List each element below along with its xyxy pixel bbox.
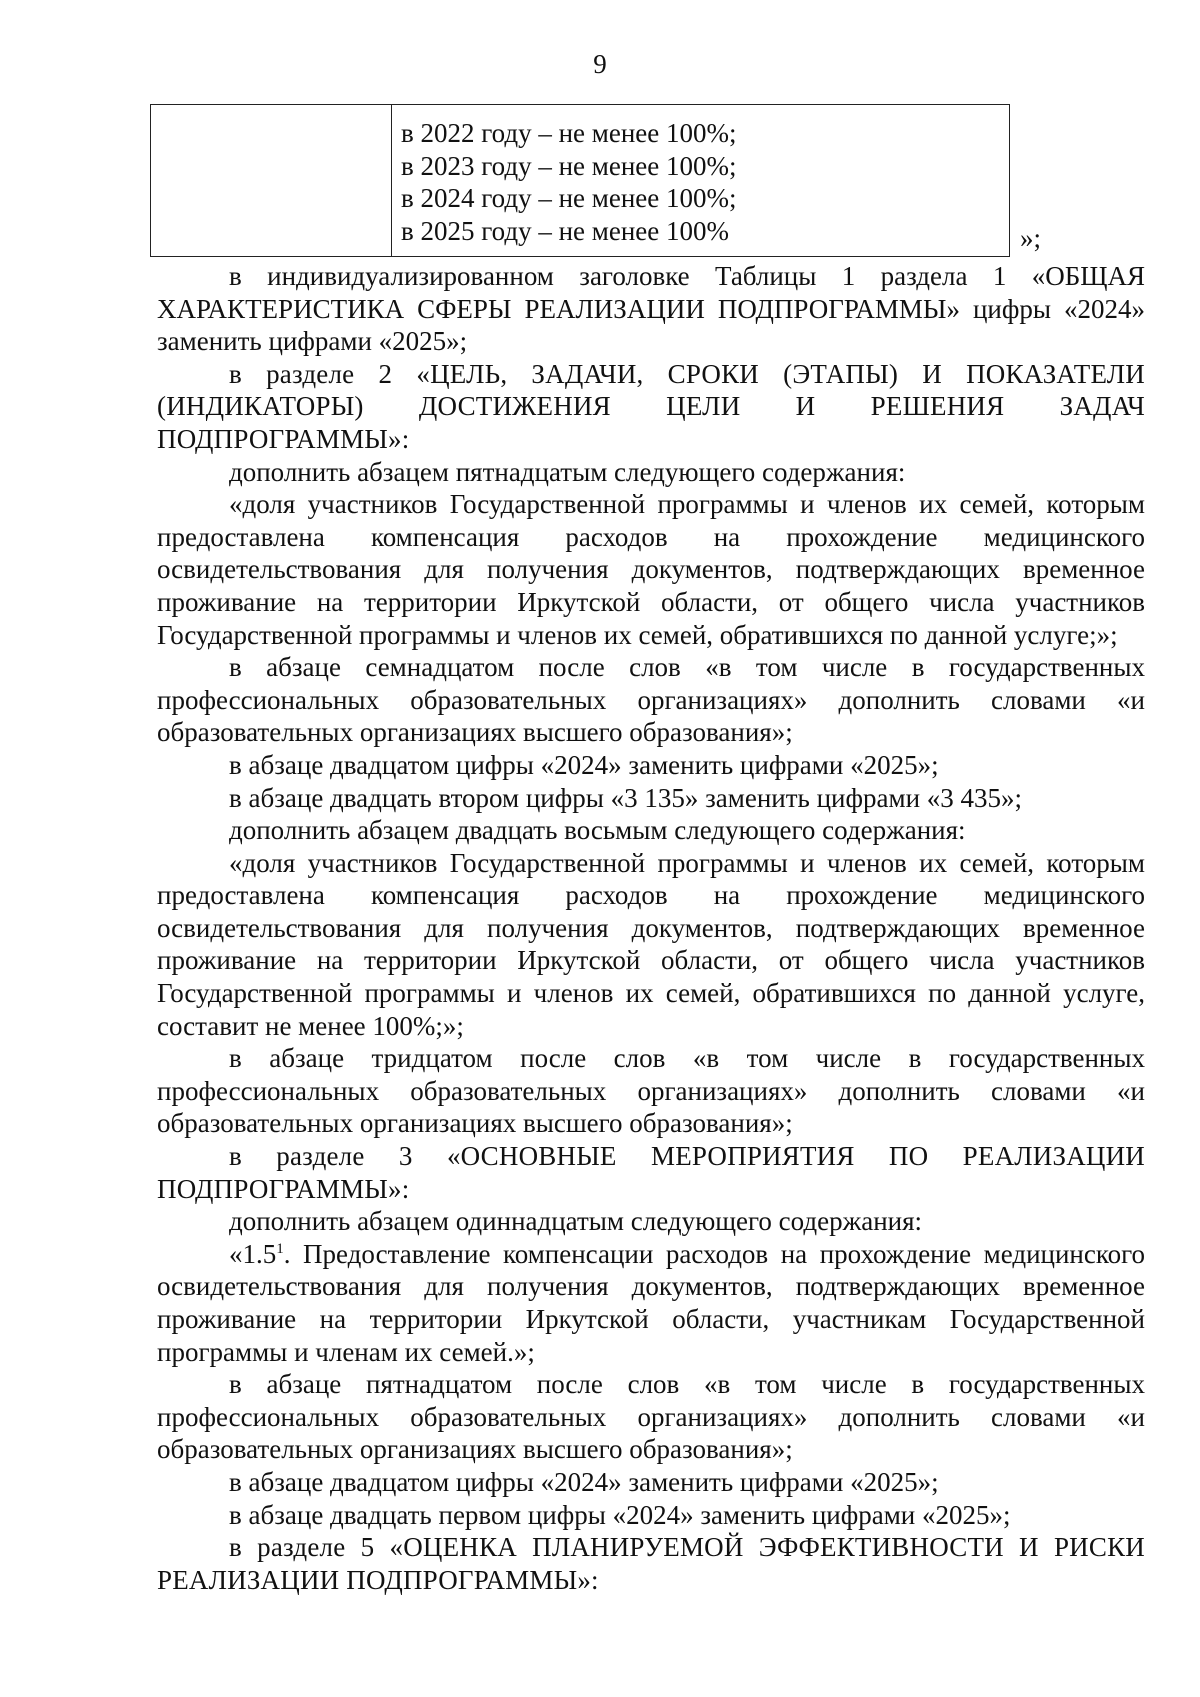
paragraph-add-28: дополнить абзацем двадцать восьмым следующего содержания: <box>229 815 966 846</box>
paragraph-abzac-20: в абзаце двадцатом цифры «2024» заменить цифрами «2025»; <box>229 749 939 780</box>
paragraph-section-5: в разделе 5 «ОЦЕНКА ПЛАНИРУЕМОЙ ЭФФЕКТИВНОСТИ И РИСКИ РЕАЛИЗАЦИИ ПОДПРОГРАММЫ»: <box>157 1532 1145 1595</box>
paragraph-abzac-17: в абзаце семнадцатом после слов «в том числе в государственных профессиональных образовательных организациях» дополнить словами «и образовательных организациях высшего образования»; <box>157 652 1145 748</box>
paragraph-add-15: дополнить абзацем пятнадцатым следующего содержания: <box>229 456 906 487</box>
table-row: в 2025 году – не менее 100% <box>401 215 730 246</box>
paragraph-section-2: в разделе 2 «ЦЕЛЬ, ЗАДАЧИ, СРОКИ (ЭТАПЫ) И ПОКАЗАТЕЛИ (ИНДИКАТОРЫ) ДОСТИЖЕНИЯ ЦЕЛИ И РЕШЕНИЯ ЗАДАЧ ПОДПРОГРАММЫ»: <box>157 358 1145 454</box>
document-body <box>157 260 1145 1596</box>
paragraph-add-11: дополнить абзацем одиннадцатым следующего содержания: <box>229 1206 923 1237</box>
paragraph-abzac-21: в абзаце двадцать первом цифры «2024» заменить цифрами «2025»; <box>229 1499 1011 1530</box>
indicator-table <box>150 104 1010 257</box>
item-text: . Предоставление компенсации расходов на прохождение медицинского освидетельствования для получения документов, подтверждающих временное проживание на территории Иркутской области, участникам Государственной программы и членам их семей.»; <box>157 1238 1145 1367</box>
table-column-divider <box>391 105 392 256</box>
paragraph-abzac-15: в абзаце пятнадцатом после слов «в том числе в государственных профессиональных образовательных организациях» дополнить словами «и образовательных организациях высшего образования»; <box>157 1369 1145 1465</box>
item-superscript: 1 <box>276 1240 284 1257</box>
table-value-cell <box>401 117 737 247</box>
paragraph-abzac-20-s3: в абзаце двадцатом цифры «2024» заменить цифрами «2025»; <box>229 1466 939 1497</box>
table-row: в 2023 году – не менее 100%; <box>401 150 737 181</box>
paragraph-abzac-22: в абзаце двадцать втором цифры «3 135» заменить цифрами «3 435»; <box>229 782 1023 813</box>
paragraph-quote-share-15: «доля участников Государственной программы и членов их семей, которым предоставлена компенсация расходов на прохождение медицинского освидетельствования для получения документов, подтверждающих временное проживание на территории Иркутской области, от общего числа участников Государственной программы и членов их семей, обратившихся по данной услуге;»; <box>157 489 1145 650</box>
paragraph-quote-share-28: «доля участников Государственной программы и членов их семей, которым предоставлена компенсация расходов на прохождение медицинского освидетельствования для получения документов, подтверждающих временное проживание на территории Иркутской области, от общего числа участников Государственной программы и членов их семей, обратившихся по данной услуге, составит не менее 100%;»; <box>157 847 1145 1041</box>
table-row: в 2022 году – не менее 100%; <box>401 118 737 148</box>
paragraph-abzac-30: в абзаце тридцатом после слов «в том числе в государственных профессиональных образовательных организациях» дополнить словами «и образовательных организациях высшего образования»; <box>157 1043 1145 1139</box>
table-row: в 2024 году – не менее 100%; <box>401 183 737 213</box>
page-number: 9 <box>593 49 607 79</box>
paragraph-table1-header: в индивидуализированном заголовке Таблицы 1 раздела 1 «ОБЩАЯ ХАРАКТЕРИСТИКА СФЕРЫ РЕАЛИЗАЦИИ ПОДПРОГРАММЫ» цифры «2024» заменить цифрами «2025»; <box>157 261 1145 357</box>
paragraph-section-3: в разделе 3 «ОСНОВНЫЕ МЕРОПРИЯТИЯ ПО РЕАЛИЗАЦИИ ПОДПРОГРАММЫ»: <box>157 1141 1145 1204</box>
item-number: «1.5 <box>229 1238 277 1269</box>
table-closing-quote: »; <box>1020 223 1042 253</box>
paragraph-item-1-5-1 <box>157 1238 1145 1368</box>
